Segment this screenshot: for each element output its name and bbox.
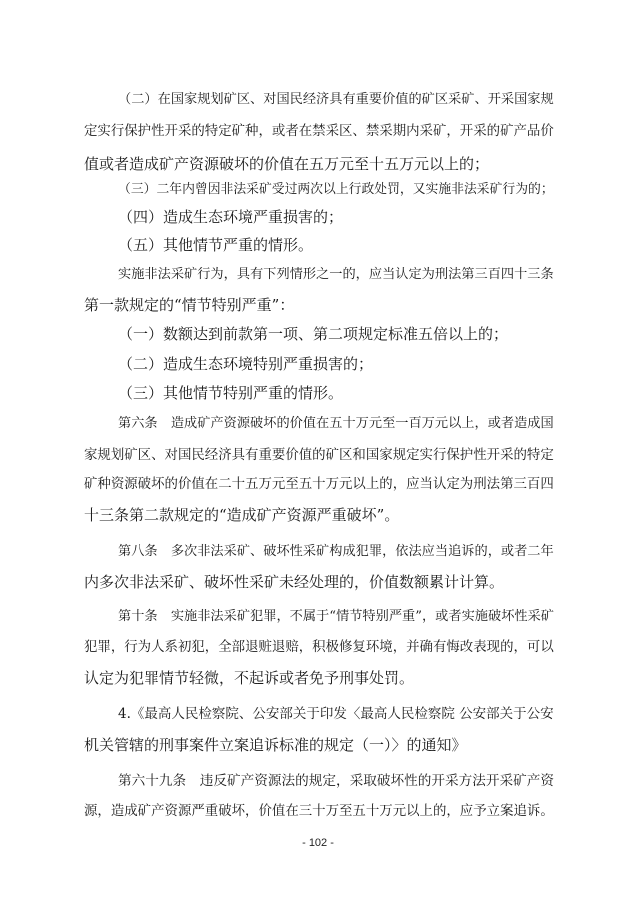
text-line: 认定为犯罪情节轻微，不起诉或者免予刑事处罚。 (84, 669, 415, 687)
text-line: 第十条 实施非法采矿犯罪，不属于“情节特别严重”，或者实施破坏性采矿 (118, 609, 555, 624)
text-line: 4.《最高人民检察院、公安部关于印发〈最高人民检察院 公安部关于公安 (118, 706, 554, 722)
text-line: 矿种资源破坏的价值在二十五万元至五十万元以上的，应当认定为刑法第三百四 (84, 477, 554, 492)
text-line: 定实行保护性开采的特定矿种，或者在禁采区、禁采期内采矿，开采的矿产品价 (84, 124, 554, 139)
text-line: 犯罪，行为人系初犯，全部退赃退赔，积极修复环境，并确有悔改表现的，可以 (84, 640, 554, 655)
page-number: - 102 - (302, 837, 334, 849)
text-line: （二）在国家规划矿区、对国民经济具有重要价值的矿区采矿、开采国家规 (118, 92, 554, 107)
text-line: 十三条第二款规定的“造成矿产资源严重破坏”。 (84, 506, 400, 524)
text-line: 值或者造成矿产资源破坏的价值在五万元至十五万元以上的； (84, 155, 490, 173)
text-line: 实施非法采矿行为，具有下列情形之一的，应当认定为刑法第三百四十三条 (118, 267, 554, 282)
text-line: （五）其他情节严重的情形。 (118, 236, 314, 254)
text-line: （四）造成生态环境严重损害的； (118, 208, 344, 226)
text-line: 第一款规定的“情节特别严重”： (84, 296, 295, 314)
text-line: 第六条 造成矿产资源破坏的价值在五十万元至一百万元以上，或者造成国 (118, 416, 554, 431)
text-line: （二）造成生态环境特别严重损害的； (118, 355, 374, 373)
text-line: 机关管辖的刑事案件立案追诉标准的规定（一）〉的通知》 (84, 736, 467, 754)
text-line: 源，造成矿产资源严重破坏，价值在三十万至五十万元以上的，应予立案追诉。 (84, 804, 554, 819)
text-line: （三）二年内曾因非法采矿受过两次以上行政处罚，又实施非法采矿行为的； (118, 182, 554, 197)
text-line: 内多次非法采矿、破坏性采矿未经处理的，价值数额累计计算。 (84, 573, 505, 591)
text-line: 第六十九条 违反矿产资源法的规定，采取破坏性的开采方法开采矿产资 (118, 773, 554, 789)
text-line: 第八条 多次非法采矿、破坏性采矿构成犯罪，依法应当追诉的，或者二年 (118, 544, 554, 559)
text-line: 家规划矿区、对国民经济具有重要价值的矿区和国家规定实行保护性开采的特定 (84, 448, 554, 463)
text-line: （三）其他情节特别严重的情形。 (118, 384, 344, 402)
text-line: （一）数额达到前款第一项、第二项规定标准五倍以上的； (118, 325, 509, 343)
